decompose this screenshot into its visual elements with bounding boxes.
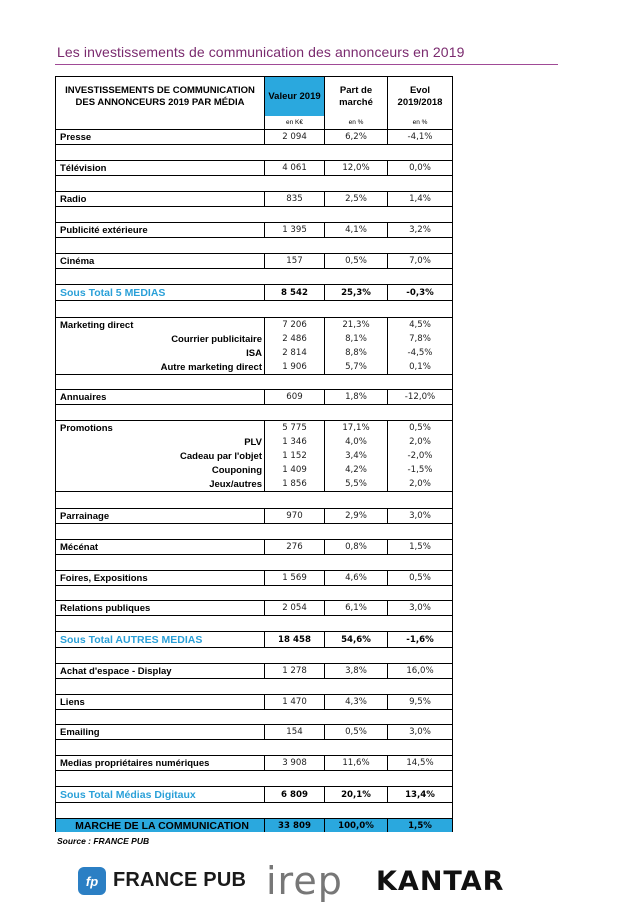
row-share: 17,1% <box>342 423 370 433</box>
row-label: Couponing <box>211 464 262 476</box>
row-share: 4,1% <box>345 225 367 235</box>
row-evol: -1,6% <box>406 634 434 645</box>
row-share: 0,5% <box>345 256 367 266</box>
row-share: 5,7% <box>345 362 367 372</box>
row-share: 25,3% <box>341 287 371 298</box>
subtotal-row <box>56 284 452 301</box>
page-title: Les investissements de communication des annonceurs en 2019 <box>57 44 465 60</box>
row-value: 7 206 <box>282 320 307 330</box>
row-value: 835 <box>286 194 303 204</box>
table-row <box>56 724 452 740</box>
row-label: Marketing direct <box>60 319 134 331</box>
row-value: 1 152 <box>282 451 307 461</box>
source-note: Source : FRANCE PUB <box>57 836 150 846</box>
row-value: 6 809 <box>281 789 308 800</box>
table-row <box>56 508 452 524</box>
row-evol: -1,5% <box>407 465 433 475</box>
row-share: 3,8% <box>345 666 367 676</box>
row-label: Medias propriétaires numériques <box>60 757 210 769</box>
investment-table <box>55 76 453 832</box>
table-row <box>56 160 452 176</box>
table-row <box>56 570 452 586</box>
row-value: 1 346 <box>282 437 307 447</box>
row-share: 6,2% <box>345 132 367 142</box>
row-value: 1 395 <box>282 225 307 235</box>
subtotal-row <box>56 631 452 648</box>
row-evol: -12,0% <box>404 392 436 402</box>
row-value: 5 775 <box>282 423 307 433</box>
row-share: 11,6% <box>342 758 370 768</box>
row-evol: 1,5% <box>408 820 432 831</box>
row-evol: 3,0% <box>409 727 431 737</box>
subtotal-row <box>56 786 452 803</box>
row-evol: 3,2% <box>409 225 431 235</box>
row-value: 2 486 <box>282 334 307 344</box>
row-value: 2 814 <box>282 348 307 358</box>
table-row <box>56 600 452 616</box>
row-share: 0,5% <box>345 727 367 737</box>
row-share: 4,2% <box>345 465 367 475</box>
row-label: Emailing <box>60 726 100 738</box>
row-label: Presse <box>60 131 92 143</box>
table-header-row <box>56 77 452 116</box>
row-value: 154 <box>286 727 303 737</box>
row-evol: 4,5% <box>409 320 431 330</box>
row-value: 970 <box>286 511 303 521</box>
table-subrow <box>56 449 452 463</box>
row-value: 1 409 <box>282 465 307 475</box>
row-label: Cadeau par l'objet <box>180 450 262 462</box>
row-value: 33 809 <box>278 820 311 831</box>
row-value: 2 054 <box>282 603 307 613</box>
row-evol: -0,3% <box>406 287 434 298</box>
row-share: 20,1% <box>341 789 371 800</box>
grand-total-row <box>56 818 452 832</box>
row-evol: 16,0% <box>406 666 434 676</box>
row-value: 157 <box>286 256 303 266</box>
table-subrow <box>56 360 452 375</box>
row-label: Sous Total Médias Digitaux <box>60 788 196 801</box>
table-row <box>56 539 452 555</box>
row-label: Radio <box>60 193 87 205</box>
row-evol: -4,5% <box>407 348 433 358</box>
title-divider <box>55 64 558 65</box>
france-pub-logo: FRANCE PUB <box>113 869 247 891</box>
row-evol: 0,0% <box>409 163 431 173</box>
row-label: Publicité extérieure <box>60 224 148 236</box>
row-label: Autre marketing direct <box>160 361 262 373</box>
row-value: 276 <box>286 542 303 552</box>
row-label: Parrainage <box>60 510 110 522</box>
table-row <box>56 129 452 145</box>
row-label: Jeux/autres <box>209 478 262 490</box>
logos-bar <box>0 855 641 907</box>
row-label: Sous Total AUTRES MEDIAS <box>60 633 203 646</box>
row-evol: 2,0% <box>409 479 431 489</box>
row-share: 0,8% <box>345 542 367 552</box>
row-value: 2 094 <box>282 132 307 142</box>
row-share: 21,3% <box>342 320 370 330</box>
table-row <box>56 389 452 405</box>
row-value: 4 061 <box>282 163 307 173</box>
row-evol: 3,0% <box>409 511 431 521</box>
row-value: 18 458 <box>278 634 311 645</box>
row-value: 1 278 <box>282 666 307 676</box>
row-label: Foires, Expositions <box>60 572 148 584</box>
row-label: Télévision <box>60 162 107 174</box>
units-evol: en % <box>387 116 452 129</box>
row-share: 6,1% <box>345 603 367 613</box>
row-evol: 7,0% <box>409 256 431 266</box>
row-evol: -4,1% <box>407 132 433 142</box>
row-label: Mécénat <box>60 541 99 553</box>
row-value: 609 <box>286 392 303 402</box>
row-evol: 3,0% <box>409 603 431 613</box>
row-share: 2,9% <box>345 511 367 521</box>
row-share: 4,0% <box>345 437 367 447</box>
table-subrow <box>56 477 452 492</box>
row-label: Promotions <box>60 422 113 434</box>
table-subrow <box>56 346 452 360</box>
table-subrow <box>56 435 452 449</box>
row-value: 1 856 <box>282 479 307 489</box>
row-value: 1 906 <box>282 362 307 372</box>
table-row <box>56 420 452 435</box>
header-share: Part de marché <box>339 84 373 108</box>
row-share: 100,0% <box>338 820 374 831</box>
units-value: en K€ <box>264 116 325 129</box>
row-evol: 14,5% <box>406 758 434 768</box>
row-evol: -2,0% <box>407 451 433 461</box>
row-evol: 9,5% <box>409 697 431 707</box>
row-evol: 0,5% <box>409 423 431 433</box>
france-pub-logo-icon: fp <box>78 867 106 895</box>
row-share: 54,6% <box>341 634 371 645</box>
row-label: Sous Total 5 MEDIAS <box>60 286 166 299</box>
row-evol: 0,5% <box>409 573 431 583</box>
table-row <box>56 191 452 207</box>
row-evol: 13,4% <box>405 789 435 800</box>
row-label: MARCHE DE LA COMMUNICATION <box>75 819 249 832</box>
table-subrow <box>56 332 452 346</box>
table-row <box>56 253 452 269</box>
table-row <box>56 317 452 332</box>
row-share: 8,1% <box>345 334 367 344</box>
table-subrow <box>56 463 452 477</box>
row-evol: 2,0% <box>409 437 431 447</box>
row-evol: 0,1% <box>409 362 431 372</box>
table-row <box>56 663 452 679</box>
row-evol: 1,5% <box>409 542 431 552</box>
row-share: 12,0% <box>342 163 370 173</box>
kantar-logo: KANTAR <box>376 866 505 897</box>
row-label: Courrier publicitaire <box>171 333 262 345</box>
row-evol: 7,8% <box>409 334 431 344</box>
row-value: 1 470 <box>282 697 307 707</box>
row-evol: 1,4% <box>409 194 431 204</box>
row-value: 8 542 <box>281 287 308 298</box>
table-row <box>56 222 452 238</box>
row-share: 4,3% <box>345 697 367 707</box>
header-label: INVESTISSEMENTS DE COMMUNICATION DES ANNONCEURS 2019 PAR MÉDIA <box>65 84 255 108</box>
row-label: PLV <box>244 436 262 448</box>
units-share: en % <box>348 119 364 126</box>
row-value: 1 569 <box>282 573 307 583</box>
irep-logo: irep <box>266 859 343 903</box>
row-share: 3,4% <box>345 451 367 461</box>
header-value: Valeur 2019 <box>264 77 325 116</box>
row-value: 3 908 <box>282 758 307 768</box>
row-label: ISA <box>246 347 262 359</box>
header-evol: Evol 2019/2018 <box>387 77 452 116</box>
row-label: Cinéma <box>60 255 95 267</box>
row-label: Liens <box>60 696 85 708</box>
units-row <box>56 116 452 129</box>
row-label: Achat d'espace - Display <box>60 665 172 677</box>
row-share: 4,6% <box>345 573 367 583</box>
row-share: 5,5% <box>345 479 367 489</box>
table-row <box>56 755 452 771</box>
row-share: 8,8% <box>345 348 367 358</box>
row-label: Relations publiques <box>60 602 151 614</box>
row-label: Annuaires <box>60 391 107 403</box>
table-row <box>56 694 452 710</box>
row-share: 1,8% <box>345 392 367 402</box>
row-share: 2,5% <box>345 194 367 204</box>
